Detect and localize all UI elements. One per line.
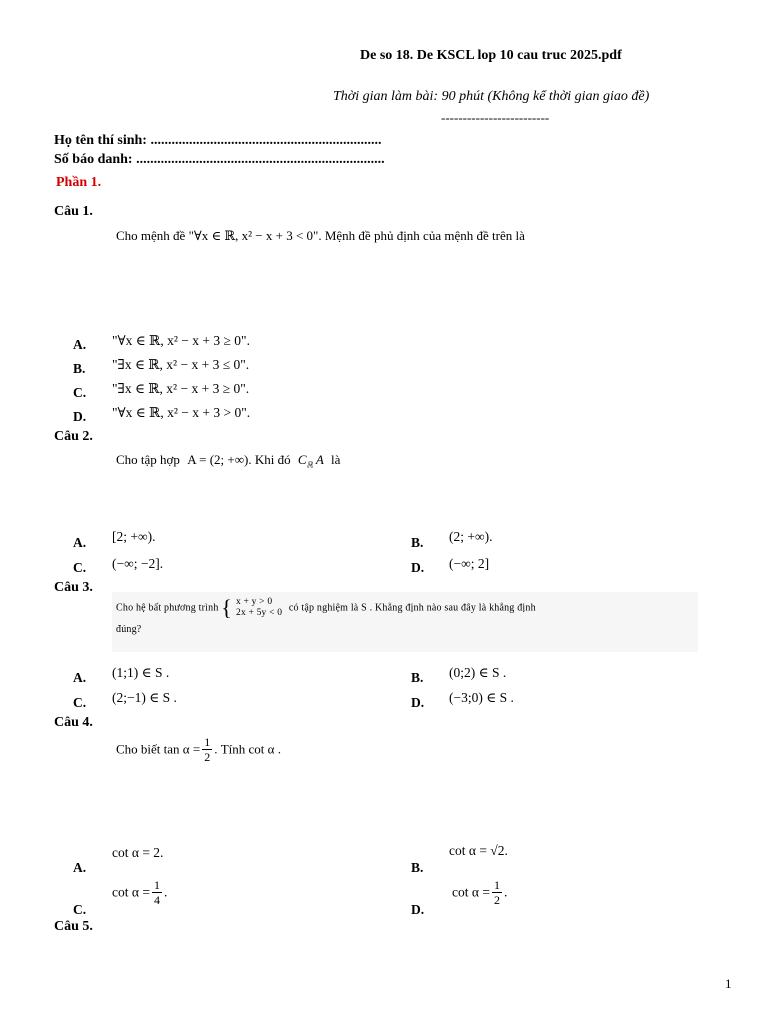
q1-option-b-text: "∃x ∈ ℝ, x² − x + 3 ≤ 0". [112,357,250,372]
q1-option-b-label: B. [73,361,86,376]
q3-option-a-label: A. [73,670,87,685]
q3-option-b-label: B. [411,670,424,685]
q2-set: A = (2; +∞) [187,452,249,467]
q1-option-c-label: C. [73,385,87,400]
q2-option-d-text: (−∞; 2] [449,556,490,571]
q2-option-a-label: A. [73,535,87,550]
q4-option-a-label: A. [73,860,87,875]
q4-option-b-label: B. [411,860,424,875]
q3-system: x + y > 0 2x + 5y < 0 [236,597,283,618]
student-id-line: Số báo danh: ....................................................................... [54,152,385,167]
question-4-text [116,735,281,764]
question-3-label: Câu 3. [54,580,93,595]
q3-option-b-text: (0;2) ∈ S . [449,665,507,680]
q3-text-a: Cho hệ bất phương trình [116,602,219,614]
q3-option-d-text: (−3;0) ∈ S . [449,690,514,705]
q1-option-d-text: "∀x ∈ ℝ, x² − x + 3 > 0". [112,405,251,420]
q2-option-b-text: (2; +∞). [449,529,493,544]
q1-option-d-label: D. [73,409,87,424]
q3-option-a-text: (1;1) ∈ S . [112,665,170,680]
q4-option-d-label: D. [411,902,425,917]
student-name-line: Họ tên thí sinh: .................................................................. [54,133,382,148]
q2-text-b: . Khi đó [248,452,291,467]
q2-complement: $C_ℝ$ A [297,452,324,470]
q4-option-c-text: cot α = $\frac{1}{4}$ . [112,878,168,907]
q3-option-c-text: (2;−1) ∈ S . [112,690,177,705]
q4-text-b: . Tính cot α . [214,741,281,757]
question-1-text: Cho mệnh đề "∀x ∈ ℝ, x² − x + 3 < 0". Mệnh đề phủ định của mệnh đề trên là [116,228,525,243]
header-divider: ------------------------- [441,110,550,125]
q2-option-c-label: C. [73,560,87,575]
question-1-label: Câu 1. [54,204,93,219]
question-4-label: Câu 4. [54,715,93,730]
q4-option-b-text: cot α = √2. [449,843,508,858]
question-2-text [116,452,340,470]
question-3-text [116,597,536,619]
q1-option-a-label: A. [73,337,87,352]
q3-option-d-label: D. [411,695,425,710]
question-5-label: Câu 5. [54,919,93,934]
q2-option-d-label: D. [411,560,425,575]
part-heading: Phần 1. [56,175,102,190]
q2-option-b-label: B. [411,535,424,550]
q4-fraction: $\frac{1}{2}$ [204,735,211,764]
document-title: De so 18. De KSCL lop 10 cau truc 2025.pdf [360,48,622,63]
q1-option-a-text: "∀x ∈ ℝ, x² − x + 3 ≥ 0". [112,333,250,348]
page-number: 1 [725,976,732,991]
question-2-label: Câu 2. [54,429,93,444]
exam-time: Thời gian làm bài: 90 phút (Không kể thời gian giao đề) [333,89,650,104]
q3-option-c-label: C. [73,695,87,710]
q3-system-brace: { [221,595,232,620]
question-3-text-cont: đúng? [116,624,142,635]
q2-text-c: là [331,452,341,467]
q2-option-a-text: [2; +∞). [112,529,156,544]
q4-text-a: Cho biết tan α = [116,741,201,757]
q4-option-a-text: cot α = 2. [112,845,164,860]
q4-option-d-text: cot α = $\frac{1}{2}$ . [452,878,508,907]
q2-option-c-text: (−∞; −2]. [112,556,164,571]
q2-text-a: Cho tập hợp [116,452,180,467]
q3-text-b: có tập nghiệm là S . Khẳng định nào sau đây là khẳng định [288,602,536,614]
q1-option-c-text: "∃x ∈ ℝ, x² − x + 3 ≥ 0". [112,381,250,396]
q4-option-c-label: C. [73,902,87,917]
